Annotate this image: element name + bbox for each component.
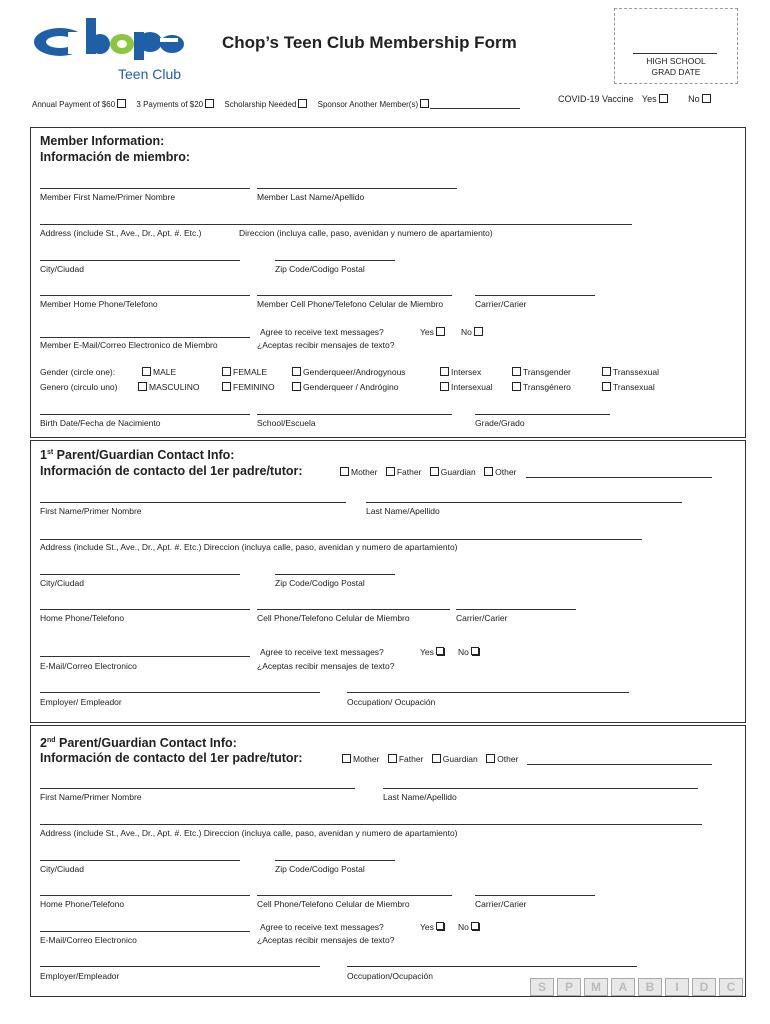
member-text-no-label: No (461, 327, 472, 337)
parent1-heading-es: Información de contacto del 1er padre/tutor: (40, 464, 303, 478)
sponsor-checkbox[interactable] (420, 99, 429, 108)
gender-transgender (510, 367, 571, 377)
grad-label-1: HIGH SCHOOL (646, 56, 706, 66)
payment-three-checkbox[interactable] (205, 99, 214, 108)
member-city-input[interactable] (40, 260, 240, 261)
parent1-text-no-label: No (458, 647, 469, 657)
gender-female-checkbox[interactable] (222, 367, 231, 376)
parent2-father-label: Father (398, 754, 424, 764)
gender-genderqueer-es (290, 382, 398, 392)
parent1-occupation-input[interactable] (347, 692, 629, 693)
parent1-section (30, 440, 746, 723)
footer-letter-boxes (530, 978, 743, 996)
parent2-text-yes-checkbox[interactable] (436, 922, 444, 930)
parent2-employer-input[interactable] (40, 966, 320, 967)
covid-yes-checkbox[interactable] (659, 94, 668, 103)
member-last-name-input[interactable] (257, 188, 457, 189)
form-title: Chop’s Teen Club Membership Form (222, 33, 517, 52)
scholarship-checkbox[interactable] (298, 99, 307, 108)
parent1-email-label: E-Mail/Correo Electronico (40, 661, 137, 671)
parent1-guardian-label: Guardian (440, 467, 476, 477)
gender-transgenero-checkbox[interactable] (512, 382, 521, 391)
gender-male-label: MALE (153, 367, 177, 377)
member-address-input[interactable] (40, 224, 632, 225)
parent2-last-name-label: Last Name/Apellido (383, 792, 457, 802)
chops-logo (30, 14, 190, 84)
footer-letter: I (665, 978, 689, 996)
footer-letter: P (557, 978, 581, 996)
member-text-yes-label: Yes (420, 327, 434, 337)
gender-transsexual (600, 367, 659, 377)
member-zip-label: Zip Code/Codigo Postal (275, 264, 365, 274)
parent1-city-input[interactable] (40, 574, 240, 575)
member-cell-phone-input[interactable] (257, 295, 452, 296)
parent2-section (30, 725, 746, 997)
parent2-first-name-input[interactable] (40, 788, 355, 789)
parent1-occupation-label: Occupation/ Ocupación (347, 697, 436, 707)
gender-intersex (438, 367, 481, 377)
parent1-employer-input[interactable] (40, 692, 320, 693)
parent2-agree-es: ¿Aceptas recibir mensajes de texto? (257, 935, 395, 945)
payment-row (32, 99, 431, 109)
sponsor-line[interactable] (430, 108, 520, 109)
parent1-zip-label: Zip Code/Codigo Postal (275, 578, 365, 588)
member-address-label: Address (include St., Ave., Dr., Apt. #. Etc.) (40, 228, 202, 238)
parent2-occupation-input[interactable] (347, 966, 637, 967)
member-text-yes (420, 327, 447, 337)
parent2-guardian-label: Guardian (442, 754, 478, 764)
parent1-home-phone-label: Home Phone/Telefono (40, 613, 125, 623)
parent1-other-checkbox[interactable] (484, 467, 493, 476)
parent1-address-label: Address (include St., Ave., Dr., Apt. #. Etc.) Direccion (incluya calle, paso, avenidan y numero de apartamiento) (40, 542, 458, 552)
gender-male (140, 367, 176, 377)
parent1-first-name-label: First Name/Primer Nombre (40, 506, 142, 516)
parent2-heading-text: Parent/Guardian Contact Info: (55, 736, 237, 751)
parent2-cell-phone-input[interactable] (257, 895, 452, 896)
member-heading-en: Member Information: (40, 134, 165, 148)
parent1-mother-checkbox[interactable] (340, 467, 349, 476)
gender-label-en: Gender (circle one): (40, 367, 116, 377)
parent1-carrier-input[interactable] (456, 609, 576, 610)
parent2-occupation-label: Occupation/Ocupación (347, 971, 433, 981)
payment-annual-label: Annual Payment of $60 (32, 100, 116, 109)
member-home-phone-label: Member Home Phone/Telefono (40, 299, 158, 309)
parent1-text-no-checkbox[interactable] (471, 647, 479, 655)
grad-date-input[interactable] (633, 39, 717, 53)
covid-no-checkbox[interactable] (702, 94, 711, 103)
parent1-father-checkbox[interactable] (386, 467, 395, 476)
parent2-text-yes-label: Yes (420, 922, 434, 932)
parent2-home-phone-input[interactable] (40, 895, 250, 896)
parent1-heading-en (40, 446, 234, 462)
parent1-email-input[interactable] (40, 656, 250, 657)
footer-letter: A (611, 978, 635, 996)
gender-masculino-label: MASCULINO (149, 382, 200, 392)
parent1-last-name-label: Last Name/Apellido (366, 506, 440, 516)
gender-transexual (600, 382, 655, 392)
covid-row (558, 94, 713, 104)
gender-transgenero (510, 382, 571, 392)
covid-label: COVID-19 Vaccine (558, 94, 634, 104)
parent2-city-label: City/Ciudad (40, 864, 84, 874)
parent2-city-input[interactable] (40, 860, 240, 861)
parent2-heading-es: Información de contacto del 1er padre/tutor: (40, 751, 303, 765)
parent1-city-label: City/Ciudad (40, 578, 84, 588)
parent2-heading-en (40, 734, 237, 750)
parent2-guardian-checkbox[interactable] (432, 754, 441, 763)
parent1-carrier-label: Carrier/Carier (456, 613, 508, 623)
parent1-relation-row (338, 467, 516, 477)
member-first-name-label: Member First Name/Primer Nombre (40, 192, 176, 202)
payment-annual-checkbox[interactable] (117, 99, 126, 108)
gender-transsexual-checkbox[interactable] (602, 367, 611, 376)
parent1-guardian-checkbox[interactable] (430, 467, 439, 476)
birth-date-label: Birth Date/Fecha de Nacimiento (40, 418, 161, 428)
school-label: School/Escuela (257, 418, 316, 428)
sponsor-label: Sponsor Another Member(s) (317, 100, 419, 109)
member-first-name-input[interactable] (40, 188, 250, 189)
parent1-heading-num: 1 (40, 448, 47, 463)
member-address-es-label: Direccion (incluya calle, paso, avenidan y numero de apartamiento) (239, 228, 493, 238)
gender-femenino (220, 382, 275, 392)
parent1-zip-input[interactable] (275, 574, 395, 575)
parent2-father-checkbox[interactable] (388, 754, 397, 763)
parent1-cell-phone-input[interactable] (257, 609, 450, 610)
gender-genderqueer-checkbox[interactable] (292, 367, 301, 376)
footer-letter: B (638, 978, 662, 996)
covid-yes-label: Yes (641, 94, 657, 104)
parent1-text-yes-checkbox[interactable] (436, 647, 444, 655)
parent1-employer-label: Employer/ Empleador (40, 697, 122, 707)
footer-letter: D (692, 978, 716, 996)
gender-genderqueer-es-checkbox[interactable] (292, 382, 301, 391)
gender-female (220, 367, 267, 377)
parent1-agree-es: ¿Aceptas recibir mensajes de texto? (257, 661, 395, 671)
member-text-no-checkbox[interactable] (474, 327, 483, 336)
birth-date-input[interactable] (40, 414, 250, 415)
parent2-text-no-label: No (458, 922, 469, 932)
member-city-label: City/Ciudad (40, 264, 84, 274)
gender-genderqueer-label: Genderqueer/Androgynous (303, 367, 406, 377)
covid-no-label: No (688, 94, 700, 104)
parent1-last-name-input[interactable] (366, 502, 682, 503)
parent2-heading-num: 2 (40, 736, 47, 751)
parent1-home-phone-input[interactable] (40, 609, 250, 610)
parent2-cell-phone-label: Cell Phone/Telefono Celular de Miembro (257, 899, 410, 909)
member-carrier-input[interactable] (475, 295, 595, 296)
parent1-address-input[interactable] (40, 539, 642, 540)
member-agree-es: ¿Aceptas recibir mensajes de texto? (257, 340, 395, 350)
parent1-father-label: Father (396, 467, 422, 477)
parent2-text-no (458, 922, 481, 932)
gender-masculino-checkbox[interactable] (138, 382, 147, 391)
parent1-first-name-input[interactable] (40, 502, 346, 503)
parent1-text-no (458, 647, 481, 657)
gender-masculino (136, 382, 200, 392)
member-home-phone-input[interactable] (40, 295, 250, 296)
grade-input[interactable] (475, 414, 610, 415)
member-text-yes-checkbox[interactable] (436, 327, 445, 336)
parent2-email-label: E-Mail/Correo Electronico (40, 935, 137, 945)
member-agree-en: Agree to receive text messages? (260, 327, 384, 337)
gender-transexual-label: Transexual (613, 382, 655, 392)
gender-transgender-checkbox[interactable] (512, 367, 521, 376)
scholarship-label: Scholarship Needed (224, 100, 297, 109)
footer-letter: M (584, 978, 608, 996)
member-cell-phone-label: Member Cell Phone/Telefono Celular de Miembro (257, 299, 444, 309)
parent2-address-input[interactable] (40, 824, 702, 825)
parent2-mother-checkbox[interactable] (342, 754, 351, 763)
parent2-employer-label: Employer/Empleador (40, 971, 120, 981)
payment-three-label: 3 Payments of $20 (136, 100, 204, 109)
grade-label: Grade/Grado (475, 418, 525, 428)
parent2-address-label: Address (include St., Ave., Dr., Apt. #. Etc.) Direccion (incluya calle, paso, avenidan y numero de apartamiento) (40, 828, 458, 838)
gender-intersexual-checkbox[interactable] (440, 382, 449, 391)
footer-letter: C (719, 978, 743, 996)
parent2-text-yes (420, 922, 446, 932)
member-text-no (461, 327, 485, 337)
parent1-other-label: Other (495, 467, 517, 477)
member-zip-input[interactable] (275, 260, 395, 261)
parent2-agree-en: Agree to receive text messages? (260, 922, 384, 932)
parent2-home-phone-label: Home Phone/Telefono (40, 899, 125, 909)
member-heading-es: Información de miembro: (40, 150, 191, 164)
parent1-agree-en: Agree to receive text messages? (260, 647, 384, 657)
grad-date-box (614, 8, 738, 84)
gender-femenino-checkbox[interactable] (222, 382, 231, 391)
member-email-label: Member E-Mail/Correo Electronico de Miembro (40, 340, 218, 350)
parent2-zip-label: Zip Code/Codigo Postal (275, 864, 365, 874)
gender-transexual-checkbox[interactable] (602, 382, 611, 391)
gender-label-es: Genero (circulo uno) (40, 382, 118, 392)
gender-intersexual-label: Intersexual (451, 382, 493, 392)
parent2-first-name-label: First Name/Primer Nombre (40, 792, 142, 802)
parent1-mother-label: Mother (351, 467, 378, 477)
gender-female-label: FEMALE (233, 367, 268, 377)
gender-genderqueer (290, 367, 406, 377)
gender-male-checkbox[interactable] (142, 367, 151, 376)
parent1-cell-phone-label: Cell Phone/Telefono Celular de Miembro (257, 613, 410, 623)
logo-subtitle: Teen Club (118, 66, 182, 82)
parent1-heading-text: Parent/Guardian Contact Info: (53, 448, 235, 463)
member-carrier-label: Carrier/Carier (475, 299, 527, 309)
grad-label-2: GRAD DATE (651, 67, 701, 77)
parent2-relation-row (340, 754, 518, 764)
parent2-last-name-input[interactable] (383, 788, 698, 789)
gender-femenino-label: FEMININO (233, 382, 275, 392)
parent1-other-input[interactable] (526, 477, 712, 478)
member-last-name-label: Member Last Name/Apellido (257, 192, 365, 202)
parent1-text-yes-label: Yes (420, 647, 434, 657)
gender-transgender-label: Transgender (523, 367, 571, 377)
school-input[interactable] (257, 414, 452, 415)
parent2-other-label: Other (497, 754, 519, 764)
gender-transsexual-label: Transsexual (613, 367, 659, 377)
parent2-other-checkbox[interactable] (486, 754, 495, 763)
parent1-heading-sup: st (46, 449, 54, 456)
gender-intersexual (438, 382, 493, 392)
parent2-other-input[interactable] (527, 764, 712, 765)
gender-intersex-checkbox[interactable] (440, 367, 449, 376)
gender-intersex-label: Intersex (451, 367, 482, 377)
member-email-input[interactable] (40, 337, 250, 338)
gender-genderqueer-es-label: Genderqueer / Andrógino (303, 382, 399, 392)
parent2-zip-input[interactable] (275, 860, 395, 861)
parent2-email-input[interactable] (40, 931, 250, 932)
parent2-carrier-input[interactable] (475, 895, 595, 896)
parent1-text-yes (420, 647, 446, 657)
parent2-heading-sup: nd (46, 737, 56, 744)
footer-letter: S (530, 978, 554, 996)
parent2-text-no-checkbox[interactable] (471, 922, 479, 930)
parent2-mother-label: Mother (353, 754, 380, 764)
parent2-carrier-label: Carrier/Carier (475, 899, 527, 909)
gender-transgenero-label: Transgénero (523, 382, 571, 392)
